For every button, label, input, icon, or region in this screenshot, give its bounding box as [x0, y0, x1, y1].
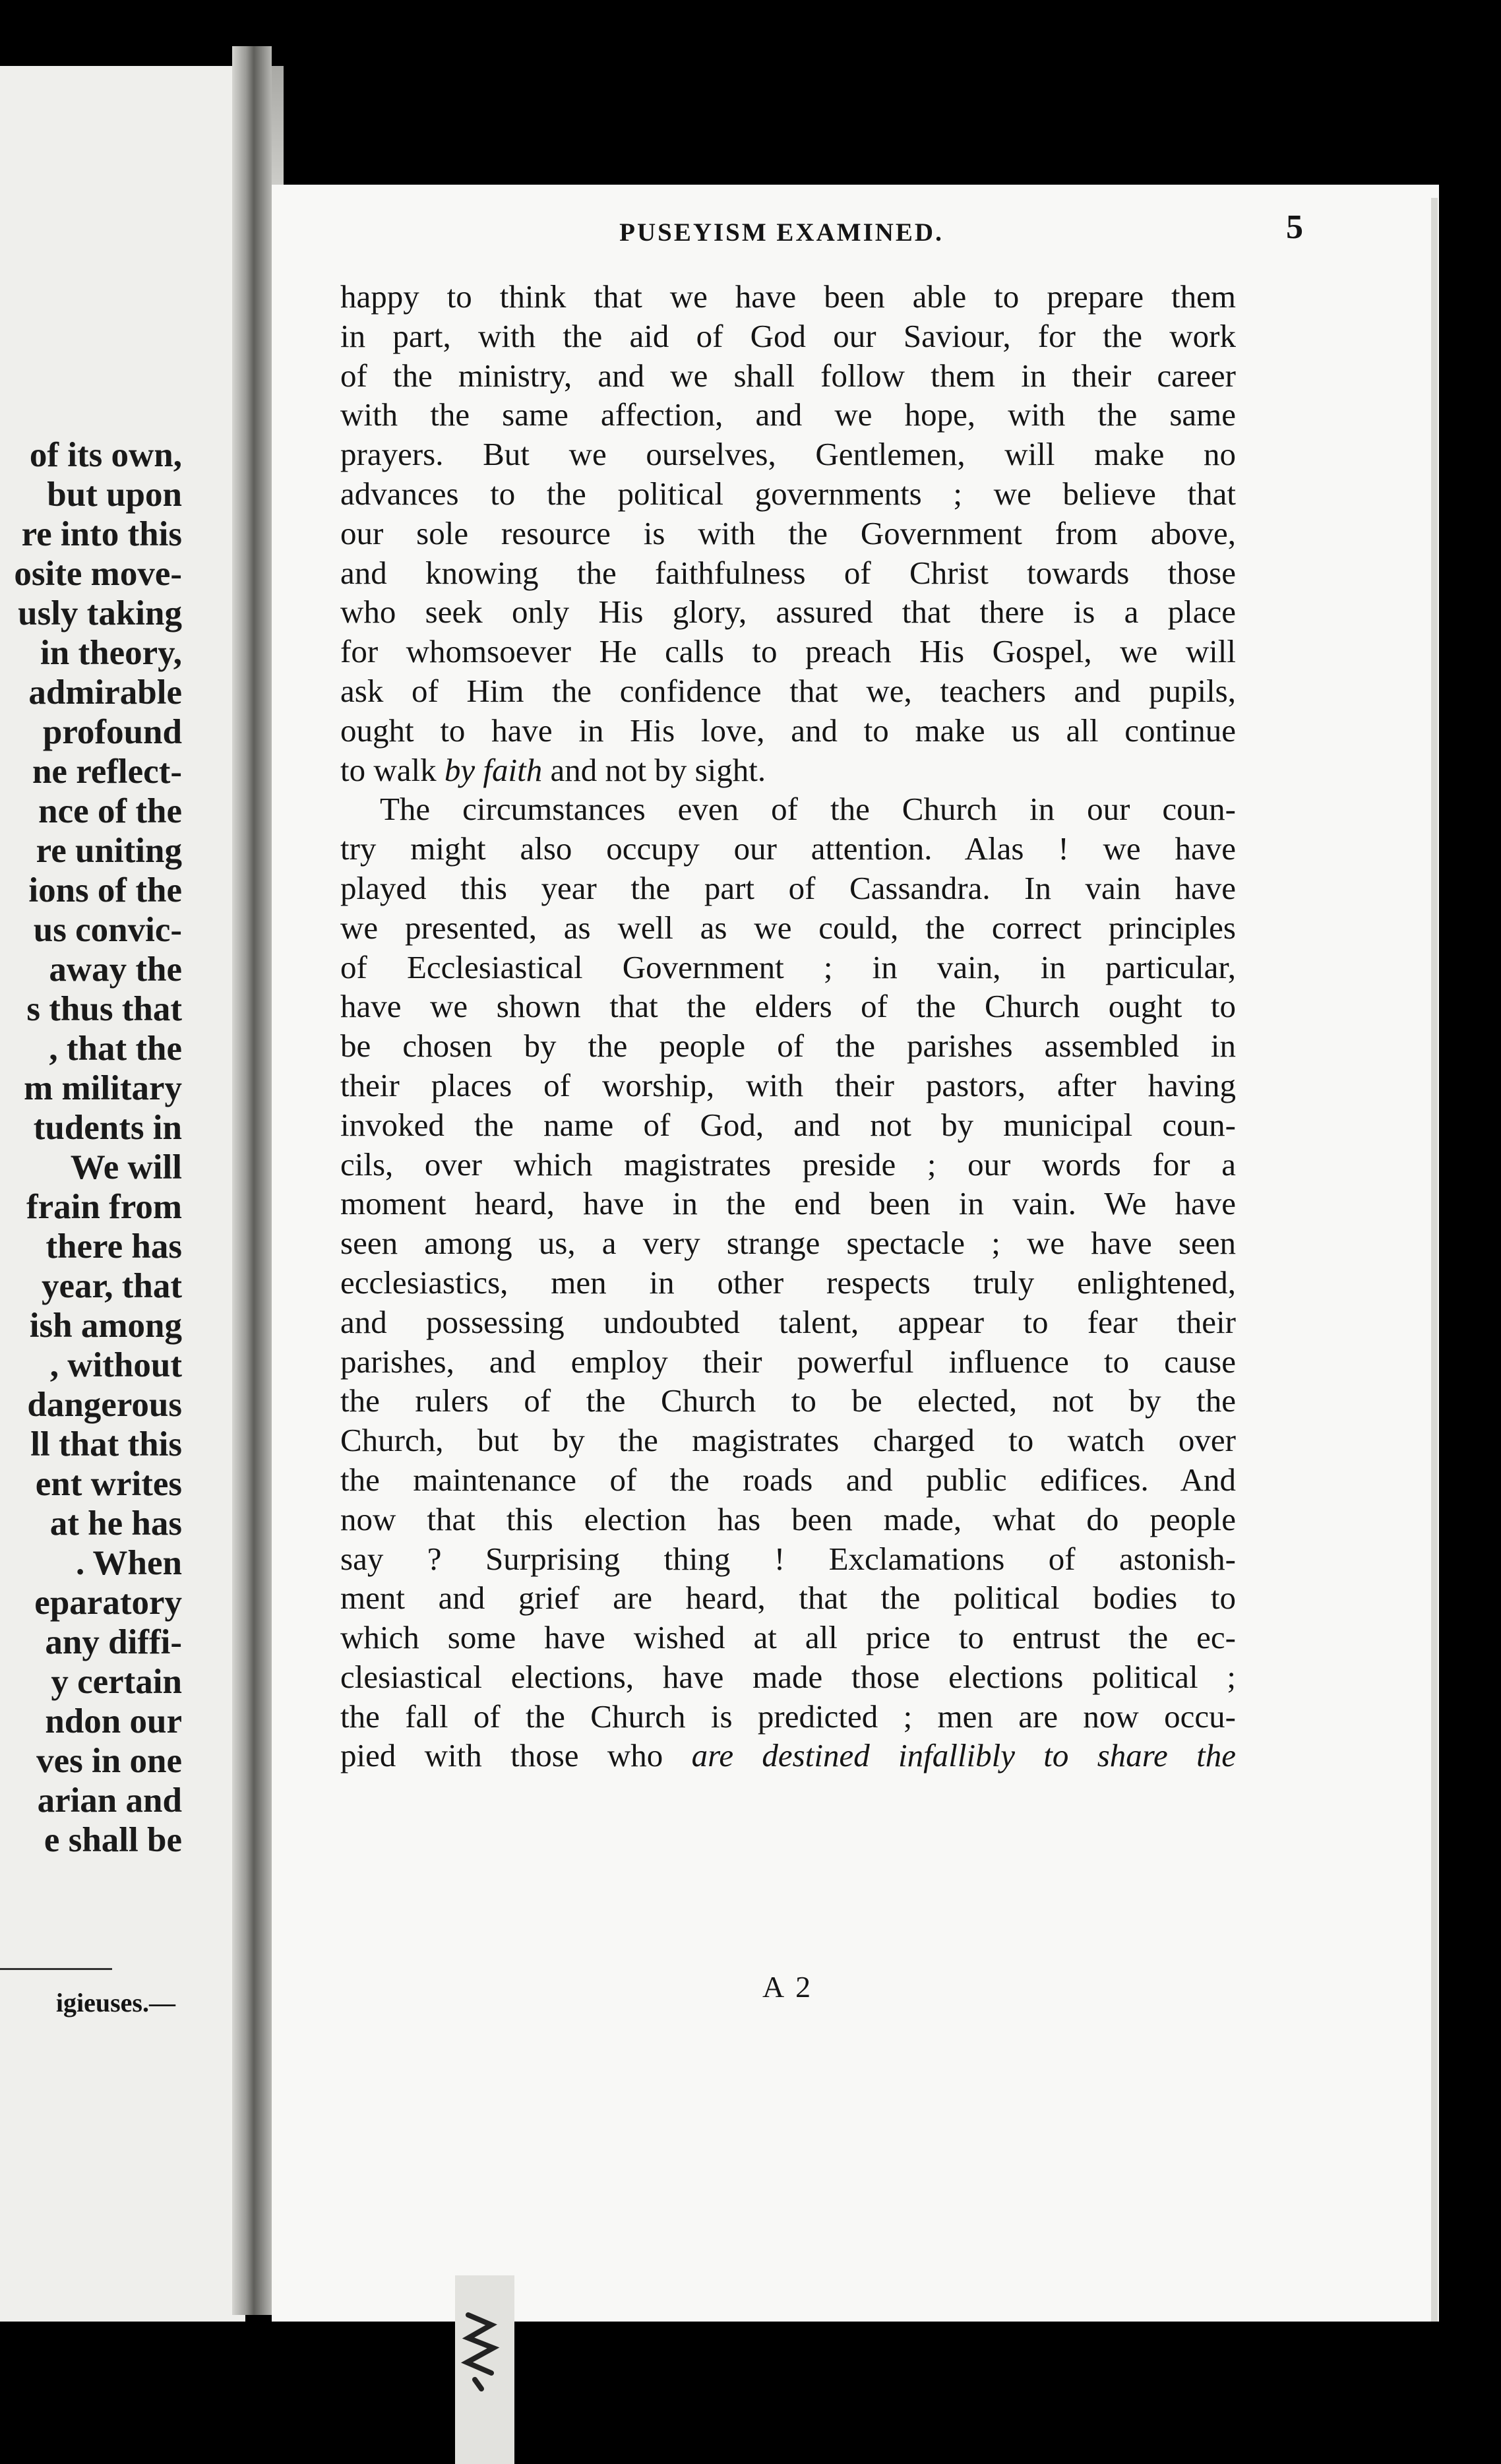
text-line: clesiastical elections, have made those elections political ;: [340, 1658, 1236, 1695]
body-text: [340, 277, 1236, 1775]
text-fragment: and not by sight.: [542, 751, 766, 788]
left-page-line: there has: [46, 1227, 182, 1266]
left-page-line: osite move-: [14, 555, 182, 593]
text-line: the maintenance of the roads and public edifices. And: [340, 1461, 1236, 1498]
text-line: with the same affection, and we hope, with the same: [340, 396, 1236, 433]
text-line: the fall of the Church is predicted ; men are now occu-: [340, 1698, 1236, 1735]
text-line: The circumstances even of the Church in our coun-: [380, 791, 1236, 828]
left-page-line: ne reflect-: [32, 753, 182, 791]
left-page-fragment: [0, 66, 245, 2322]
text-line: and knowing the faithfulness of Christ towards those: [340, 554, 1236, 591]
left-page-line: away the: [49, 950, 182, 989]
text-line: ecclesiastics, men in other respects truly enlightened,: [340, 1264, 1236, 1301]
left-page-line: e shall be: [44, 1821, 182, 1859]
text-line: be chosen by the people of the parishes assembled in: [340, 1028, 1236, 1064]
text-line: now that this election has been made, what do people: [340, 1500, 1236, 1537]
left-page-line: eparatory: [34, 1584, 182, 1622]
left-page-line: at he has: [49, 1504, 182, 1543]
text-line: [340, 751, 1236, 790]
left-page-line: profound: [42, 713, 182, 751]
text-line: moment heard, have in the end been in vain. We have: [340, 1185, 1236, 1222]
text-line: cils, over which magistrates preside ; our words for a: [340, 1146, 1236, 1183]
text-line: seen among us, a very strange spectacle ; we have seen: [340, 1225, 1236, 1262]
text-line: ment and grief are heard, that the political bodies to: [340, 1580, 1236, 1617]
left-page-line: y certain: [51, 1663, 182, 1701]
left-page-line: ves in one: [36, 1742, 182, 1780]
text-line: advances to the political governments ; we believe that: [340, 475, 1236, 512]
left-page-line: tudents in: [33, 1109, 182, 1147]
text-line: say ? Surprising thing ! Exclamations of astonish-: [340, 1540, 1236, 1577]
text-line: happy to think that we have been able to prepare them: [340, 278, 1236, 315]
left-page-line: arian and: [37, 1781, 182, 1820]
text-line: the rulers of the Church to be elected, not by the: [340, 1382, 1236, 1419]
text-line: for whomsoever He calls to preach His Gospel, we will: [340, 633, 1236, 670]
text-line: prayers. But we ourselves, Gentlemen, will make no: [340, 436, 1236, 473]
left-page-line: year, that: [42, 1267, 182, 1305]
page-edge: [1431, 198, 1438, 2322]
left-page-line: usly taking: [18, 594, 182, 632]
left-page-line: ish among: [29, 1307, 182, 1345]
text-line: which some have wished at all price to entrust the ec-: [340, 1619, 1236, 1656]
left-page-line: s thus that: [26, 990, 182, 1028]
text-line: of Ecclesiastical Government ; in vain, in particular,: [340, 948, 1236, 985]
text-line: in part, with the aid of God our Saviour, for the work: [340, 317, 1236, 354]
text-line: played this year the part of Cassandra. In vain have: [340, 869, 1236, 906]
left-page-line: , that the: [49, 1030, 182, 1068]
text-line: parishes, and employ their powerful influence to cause: [340, 1343, 1236, 1380]
left-page-line: ions of the: [28, 871, 182, 909]
left-page-line: nce of the: [38, 792, 182, 830]
text-line: their places of worship, with their pastors, after having: [340, 1066, 1236, 1103]
text-line: Church, but by the magistrates charged to watch over: [340, 1422, 1236, 1459]
text-line: of the ministry, and we shall follow them in their career: [340, 357, 1236, 394]
left-page-line: us convic-: [33, 911, 182, 949]
text-line: who seek only His glory, assured that there is a place: [340, 594, 1236, 631]
text-line: our sole resource is with the Government from above,: [340, 514, 1236, 551]
text-line: we presented, as well as we could, the correct principles: [340, 909, 1236, 946]
emphasis-text: by faith: [444, 751, 543, 788]
left-page-line: dangerous: [27, 1386, 182, 1424]
left-page-line: re uniting: [36, 832, 182, 870]
left-page-line: ent writes: [35, 1465, 182, 1503]
text-line: try might also occupy our attention. Alas ! we have: [340, 830, 1236, 867]
left-page-line: ndon our: [45, 1702, 182, 1740]
running-title: PUSEYISM EXAMINED.: [619, 218, 944, 247]
left-page-line: admirable: [28, 673, 182, 712]
left-page-footnote: igieuses.—: [55, 1988, 175, 2017]
left-page-line: . When: [75, 1544, 182, 1582]
emphasis-text: are destined infallibly to share the: [691, 1737, 1236, 1774]
left-page-line: frain from: [26, 1188, 182, 1226]
book-gutter: [232, 46, 272, 2315]
text-line: invoked the name of God, and not by municipal coun-: [340, 1106, 1236, 1143]
printer-signature: A 2: [762, 1970, 814, 2004]
left-page-line: any diffi-: [45, 1623, 182, 1661]
left-page-line: in theory,: [40, 634, 182, 672]
left-page-line: re into this: [21, 515, 182, 553]
page-number: 5: [1286, 208, 1303, 246]
text-fragment: to walk: [340, 751, 444, 788]
text-fragment: pied with those who: [340, 1737, 692, 1774]
left-page-line: of its own,: [29, 436, 182, 474]
left-page-line: ll that this: [30, 1425, 182, 1463]
margin-mark: [455, 2308, 508, 2394]
left-page-text: [0, 435, 182, 1860]
left-page-line: We will: [70, 1148, 182, 1186]
left-page-line: m military: [24, 1069, 182, 1107]
text-line: ought to have in His love, and to make us all continue: [340, 712, 1236, 749]
footnote-rule: [0, 1968, 112, 1970]
left-page-line: , without: [49, 1346, 182, 1384]
text-line: [340, 1736, 1236, 1775]
text-line: and possessing undoubted talent, appear to fear their: [340, 1303, 1236, 1340]
text-line: ask of Him the confidence that we, teachers and pupils,: [340, 672, 1236, 709]
text-line: have we shown that the elders of the Church ought to: [340, 988, 1236, 1025]
left-page-line: but upon: [47, 476, 182, 514]
